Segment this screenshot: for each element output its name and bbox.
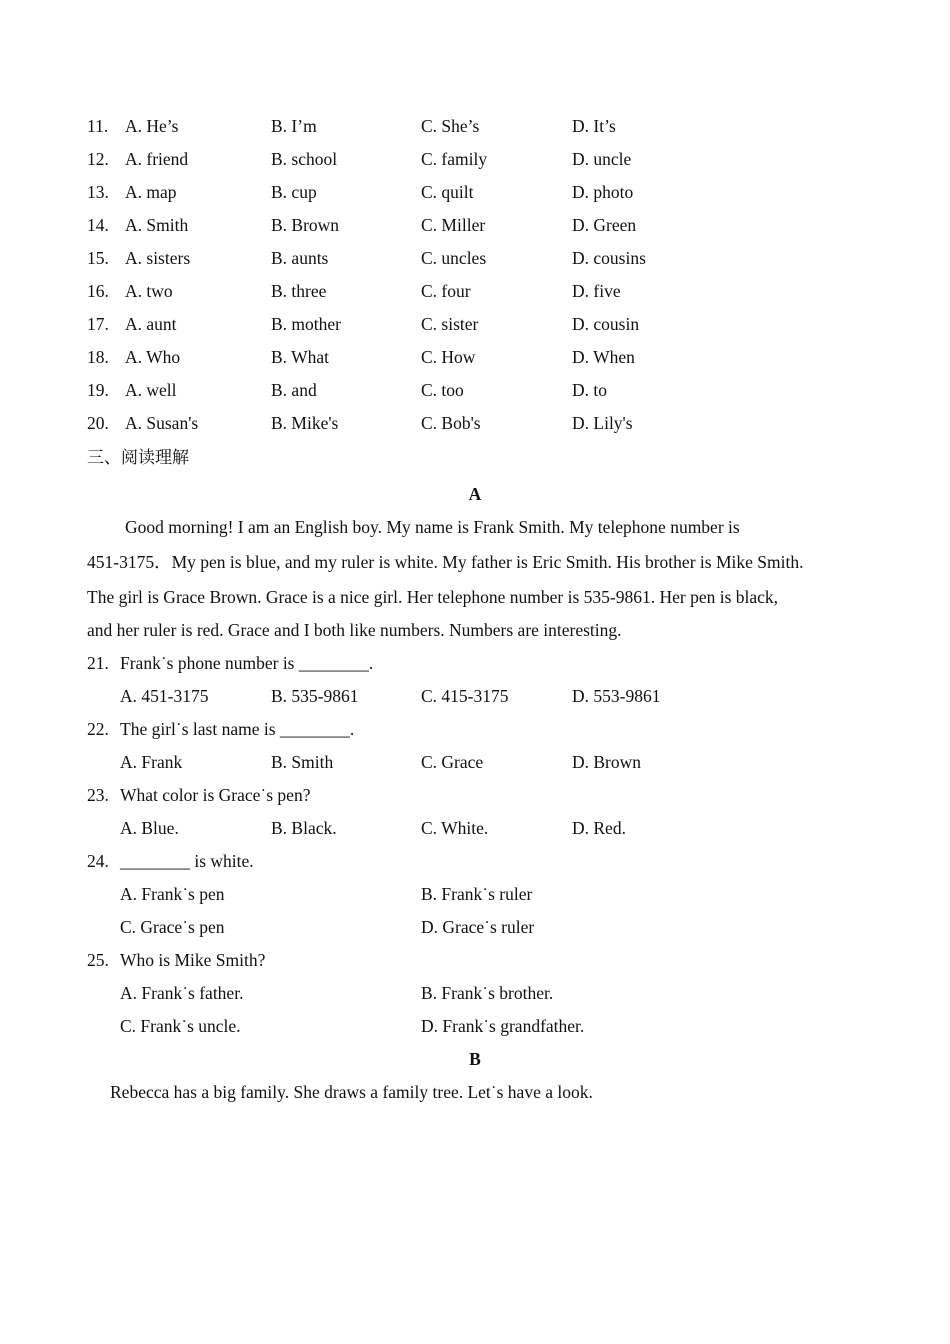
question-number: 25. [87, 950, 109, 970]
question-number: 20. [87, 413, 109, 433]
option-c: C. Frank˙s uncle. [120, 1016, 241, 1036]
option-a: A. Susan's [125, 413, 199, 433]
passage-b-label: B [469, 1049, 481, 1069]
option-a: A. Smith [125, 215, 189, 235]
option-c: C. uncles [421, 248, 487, 268]
passage-a-label: A [468, 484, 482, 504]
option-d: D. Green [572, 215, 637, 235]
passage-a-line-4: and her ruler is red. Grace and I both like numbers. Numbers are interesting. [87, 620, 622, 640]
passage-b-line: Rebecca has a big family. She draws a family tree. Let˙s have a look. [110, 1082, 593, 1102]
question-stem: The girl˙s last name is ________. [120, 719, 355, 739]
question-number: 19. [87, 380, 109, 400]
question-stem: What color is Grace˙s pen? [120, 785, 311, 805]
question-stem: Frank˙s phone number is ________. [120, 653, 374, 673]
option-a: A. Frank˙s pen [120, 884, 225, 904]
option-c: C. She’s [421, 116, 480, 136]
option-b: B. Frank˙s brother. [421, 983, 554, 1003]
option-b: B. school [271, 149, 338, 169]
option-a: A. map [125, 182, 177, 202]
question-number: 24. [87, 851, 109, 871]
question-number: 23. [87, 785, 109, 805]
option-d: D. Red. [572, 818, 626, 838]
option-b: B. Black. [271, 818, 337, 838]
option-b: B. and [271, 380, 317, 400]
option-b: B. mother [271, 314, 341, 334]
option-c: C. How [421, 347, 476, 367]
option-c: C. sister [421, 314, 479, 334]
option-d: D. Lily's [572, 413, 633, 433]
option-b: B. Mike's [271, 413, 339, 433]
option-d: D. photo [572, 182, 634, 202]
option-b: B. aunts [271, 248, 329, 268]
option-b: B. I’m [271, 116, 317, 136]
option-b: B. Frank˙s ruler [421, 884, 533, 904]
option-a: A. 451-3175 [120, 686, 209, 706]
option-a: A. two [125, 281, 173, 301]
option-a: A. Who [125, 347, 181, 367]
question-stem: ________ is white. [120, 851, 254, 871]
option-d: D. uncle [572, 149, 632, 169]
option-b: B. three [271, 281, 327, 301]
section-heading: 三、阅读理解 [87, 448, 189, 468]
option-a: A. friend [125, 149, 189, 169]
option-c: C. White. [421, 818, 489, 838]
option-d: D. cousins [572, 248, 646, 268]
option-b: B. cup [271, 182, 317, 202]
question-number: 16. [87, 281, 109, 301]
option-a: A. sisters [125, 248, 191, 268]
option-a: A. well [125, 380, 177, 400]
question-number: 15. [87, 248, 109, 268]
option-c: C. Grace˙s pen [120, 917, 225, 937]
option-a: A. Frank˙s father. [120, 983, 244, 1003]
option-d: D. Brown [572, 752, 642, 772]
passage-a-line-2: 451-3175．My pen is blue, and my ruler is white. My father is Eric Smith. His brother is Mike Smith. [87, 552, 804, 572]
option-c: C. family [421, 149, 488, 169]
option-d: D. It’s [572, 116, 616, 136]
option-b: B. What [271, 347, 330, 367]
option-d: D. Grace˙s ruler [421, 917, 535, 937]
question-stem: Who is Mike Smith? [120, 950, 266, 970]
option-d: D. 553-9861 [572, 686, 661, 706]
option-a: A. Frank [120, 752, 183, 772]
option-a: A. He’s [125, 116, 179, 136]
option-c: C. Grace [421, 752, 484, 772]
option-d: D. cousin [572, 314, 640, 334]
question-number: 21. [87, 653, 109, 673]
question-number: 18. [87, 347, 109, 367]
option-c: C. Miller [421, 215, 486, 235]
option-c: C. too [421, 380, 464, 400]
question-number: 22. [87, 719, 109, 739]
option-d: D. five [572, 281, 621, 301]
option-c: C. quilt [421, 182, 474, 202]
option-c: C. 415-3175 [421, 686, 509, 706]
passage-a-line-1: Good morning! I am an English boy. My name is Frank Smith. My telephone number is [125, 517, 740, 537]
question-number: 17. [87, 314, 109, 334]
question-number: 11. [87, 116, 109, 136]
option-d: D. Frank˙s grandfather. [421, 1016, 585, 1036]
option-c: C. four [421, 281, 471, 301]
option-b: B. Smith [271, 752, 334, 772]
question-number: 14. [87, 215, 109, 235]
question-number: 13. [87, 182, 109, 202]
option-d: D. When [572, 347, 635, 367]
option-b: B. 535-9861 [271, 686, 359, 706]
passage-a-line-3: The girl is Grace Brown. Grace is a nice girl. Her telephone number is 535-9861. Her pen is black, [87, 587, 779, 607]
option-b: B. Brown [271, 215, 340, 235]
option-a: A. Blue. [120, 818, 179, 838]
option-a: A. aunt [125, 314, 177, 334]
option-d: D. to [572, 380, 607, 400]
option-c: C. Bob's [421, 413, 481, 433]
question-number: 12. [87, 149, 109, 169]
